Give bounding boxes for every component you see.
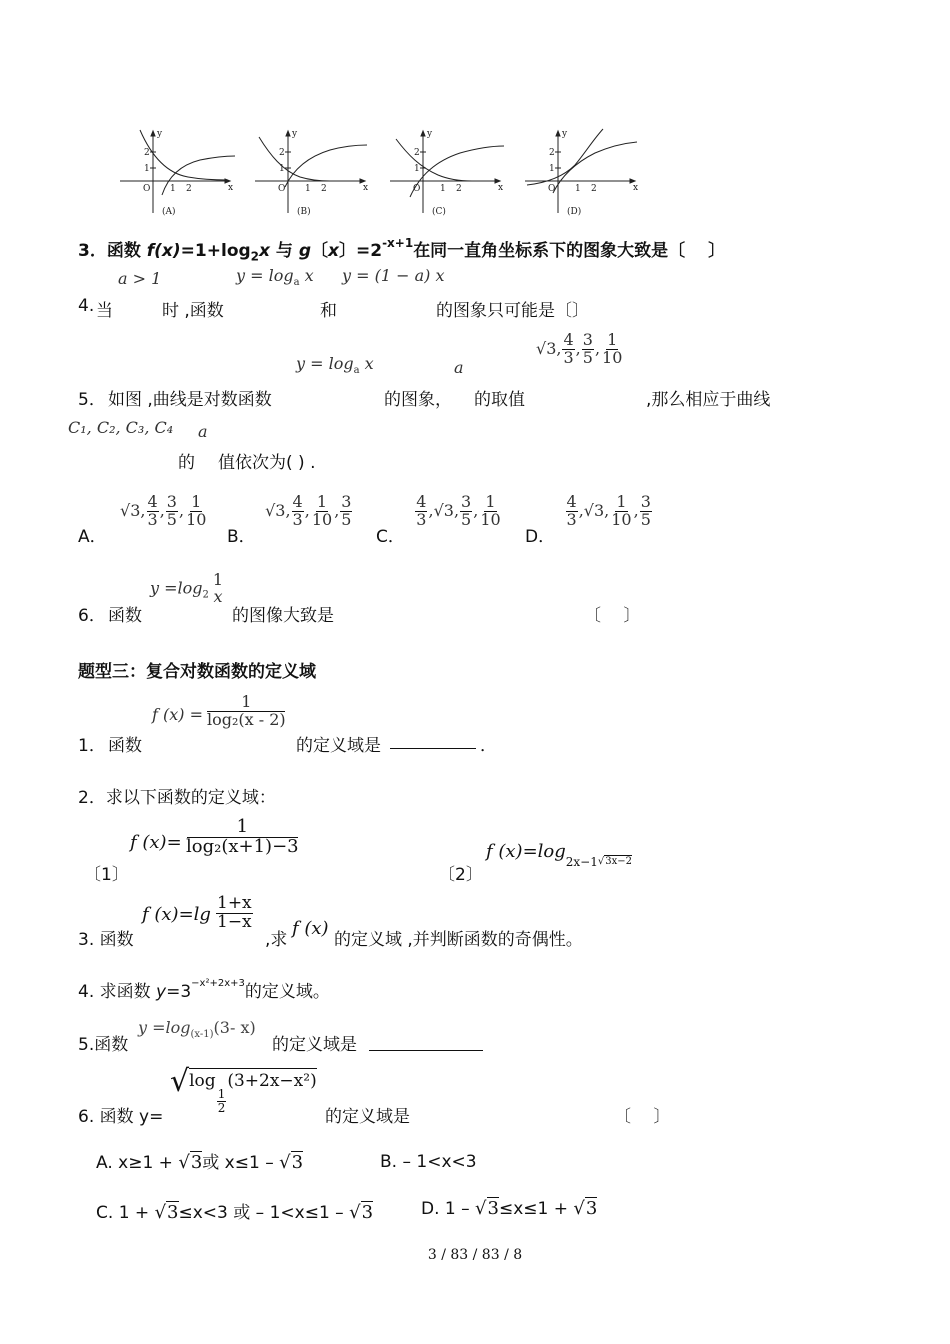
question-3 xyxy=(78,236,725,263)
q4-num: 4. xyxy=(78,296,95,316)
q3-x2: x xyxy=(328,241,339,261)
s4-line: 4. 求函数 $y=3^{-x^2+2x+3}$的定义域。 xyxy=(78,978,330,1002)
svg-text:(D): (D) xyxy=(567,207,582,217)
q5-num: 5． xyxy=(78,390,106,410)
q4-math-log: $y = \log_a x$ xyxy=(236,266,314,289)
page-number: 3 / 83 / 83 / 8 xyxy=(427,1247,523,1263)
svg-text:O: O xyxy=(548,184,556,194)
q5-option-c-values: $\frac{4}{3}$ ,√3, $\frac{3}{5}$ , $\frac{1}{10}$ xyxy=(416,492,501,529)
q5-curves: C₁, C₂, C₃, C₄ xyxy=(68,418,174,437)
svg-text:(C): (C) xyxy=(432,207,446,217)
svg-text:2: 2 xyxy=(549,148,555,158)
s2-item-2-label: 〔2〕 xyxy=(438,865,483,885)
q4-math-a: a > 1 xyxy=(118,269,162,288)
q4-text-3: 和 xyxy=(320,301,337,321)
svg-text:2: 2 xyxy=(321,184,327,194)
q5-option-d-values: $\frac{4}{3}$ ,√3, $\frac{1}{10}$ , $\frac{3}{5}$ xyxy=(566,492,651,529)
s5-text-2: 的定义域是 xyxy=(272,1035,357,1055)
svg-text:(B): (B) xyxy=(297,207,311,217)
graph-c xyxy=(390,131,504,213)
s3-formula-lhs: f (x)=lg xyxy=(142,904,211,925)
s2-item-1-label: 〔1〕 xyxy=(84,865,129,885)
q5-option-c[interactable] xyxy=(376,492,503,547)
s3-formula-frac: $\frac{1+x}{1-x}$ xyxy=(217,893,252,932)
svg-text:1: 1 xyxy=(279,164,285,174)
q6-formula: $y =\log_2$ 1 x xyxy=(150,570,224,606)
graph-b xyxy=(255,131,367,213)
svg-text:(A): (A) xyxy=(162,207,176,217)
graph-d xyxy=(525,129,637,213)
q3-exponent: -x+1 xyxy=(382,236,414,251)
q3-x: x xyxy=(259,241,270,261)
q4-text-1: 当 xyxy=(96,301,113,321)
s5-blank[interactable] xyxy=(369,1050,483,1051)
q6-bracket: 〔 〕 xyxy=(584,606,641,626)
s6-text-1: 6. 函数 y= xyxy=(78,1107,164,1127)
q5-text-2: 的图象， xyxy=(384,390,452,410)
svg-text:x: x xyxy=(363,183,369,193)
q5-curves-a: a xyxy=(198,422,208,441)
svg-text:2: 2 xyxy=(186,184,192,194)
q5-option-d[interactable] xyxy=(525,492,653,547)
svg-text:2: 2 xyxy=(279,148,285,158)
q3-text-3: 与 xyxy=(270,241,299,261)
q6-num: 6． xyxy=(78,606,106,626)
s2-instruction: 2．求以下函数的定义域： xyxy=(78,788,276,808)
q5-math-a: a xyxy=(454,358,464,377)
s6-formula: √log $\frac{1}{2}$ (3+2x−x²) xyxy=(170,1064,317,1115)
q6-text-2: 的图像大致是 xyxy=(232,606,334,626)
s1-text-3: ． xyxy=(480,736,497,756)
svg-text:x: x xyxy=(498,183,504,193)
q5-values: √3, $\frac{4}{3}$ , $\frac{3}{5}$ , $\frac{1}{10}$ xyxy=(536,330,623,367)
s2-item-1-lhs: f (x)= xyxy=(130,832,182,853)
s5-text-1: 5.函数 xyxy=(78,1035,129,1055)
q5-text-5: 的 xyxy=(178,453,195,473)
q5-option-b-label: B． xyxy=(227,526,256,547)
q5-math-log: $y = \log_a x$ xyxy=(296,354,374,377)
svg-text:y: y xyxy=(427,129,433,139)
section-title: 题型三：复合对数函数的定义域 xyxy=(78,662,316,682)
q3-f: f(x) xyxy=(146,241,181,261)
svg-text:y: y xyxy=(292,129,298,139)
svg-text:1: 1 xyxy=(549,164,555,174)
svg-text:2: 2 xyxy=(144,148,150,158)
q3-number: 3． xyxy=(78,241,107,261)
graph-a xyxy=(120,130,235,213)
graph-a-labels xyxy=(143,129,233,217)
svg-text:y: y xyxy=(157,129,163,139)
q5-option-a-label: A． xyxy=(78,526,107,547)
s6-bracket: 〔 〕 xyxy=(614,1107,671,1127)
s1-formula-frac: $\frac{1}{\text{log₂(x - 2)}}$ xyxy=(207,692,286,729)
q4-text-2: 时 ,函数 xyxy=(162,301,224,321)
q5-text-6: 值依次为( ) . xyxy=(218,453,316,473)
s1-formula-lhs: f (x) = xyxy=(152,705,204,724)
svg-text:y: y xyxy=(562,129,568,139)
s2-item-2-formula: f $(x)=\log_{2x-1}^{√3x-2}$ xyxy=(486,841,632,869)
svg-text:1: 1 xyxy=(170,184,176,194)
q5-text-1: 如图 ,曲线是对数函数 xyxy=(108,390,272,410)
s1-text-2: 的定义域是 xyxy=(296,736,381,756)
s3-num: 3. 函数 xyxy=(78,930,134,950)
svg-text:1: 1 xyxy=(575,184,581,194)
q3-text-1: 函数 xyxy=(106,241,147,261)
q5-option-a[interactable] xyxy=(78,492,208,547)
q3-text-2: =1+log xyxy=(180,241,251,261)
svg-text:x: x xyxy=(633,183,639,193)
svg-text:1: 1 xyxy=(440,184,446,194)
s6-option-d[interactable]: D. 1 – √3≤x≤1 + √3 xyxy=(421,1198,598,1219)
q3-text-4: 〔 xyxy=(311,241,329,261)
q6-text-1: 函数 xyxy=(108,606,142,626)
q3-g: g xyxy=(298,241,312,261)
q5-option-b[interactable] xyxy=(227,492,353,547)
answer-graphs xyxy=(110,125,650,220)
svg-text:2: 2 xyxy=(456,184,462,194)
s5-formula: $y =\log_{(x-1)}(3-$ x) xyxy=(138,1018,256,1041)
s1-num: 1． xyxy=(78,736,106,756)
s1-blank[interactable] xyxy=(390,748,476,749)
s1-text-1: 函数 xyxy=(108,736,142,756)
s3-formula-2: f (x) xyxy=(292,918,329,939)
s6-option-b[interactable]: B. – 1<x<3 xyxy=(380,1152,477,1172)
svg-text:O: O xyxy=(413,184,421,194)
q3-log-base: 2 xyxy=(250,249,260,264)
q4-math-linear: y = (1 − a) x xyxy=(342,266,445,285)
q3-text-6: 在同一直角坐标系下的图象大致是〔 〕 xyxy=(413,241,726,261)
q3-text-5: 〕=2 xyxy=(338,241,383,261)
s6-option-c[interactable]: C. 1 + √3≤x<3 或 – 1<x≤1 – √3 xyxy=(96,1202,374,1223)
q5-text-3: 的取值 xyxy=(474,390,525,410)
q4-text-4: 的图象只可能是〔〕 xyxy=(436,301,589,321)
q5-text-4: ,那么相应于曲线 xyxy=(646,390,771,410)
svg-text:2: 2 xyxy=(414,148,420,158)
svg-text:2: 2 xyxy=(591,184,597,194)
svg-text:1: 1 xyxy=(305,184,311,194)
s6-option-a[interactable]: A. x≥1 + √3或 x≤1 – √3 xyxy=(96,1152,304,1173)
q5-option-d-label: D． xyxy=(525,526,556,547)
graph-d-labels xyxy=(548,129,638,217)
s6-text-2: 的定义域是 xyxy=(325,1107,410,1127)
s3-text-1: ,求 xyxy=(265,930,288,950)
svg-text:O: O xyxy=(143,184,151,194)
svg-text:O: O xyxy=(278,184,286,194)
s2-item-1-frac: $\frac{1}{\text{log₂(x+1)−3}}$ xyxy=(186,816,299,857)
q5-option-a-values: √3, $\frac{4}{3}$ , $\frac{3}{5}$ , $\frac{1}{10}$ xyxy=(120,492,207,529)
svg-text:x: x xyxy=(228,183,234,193)
svg-text:1: 1 xyxy=(144,164,150,174)
q5-option-c-label: C． xyxy=(376,526,405,547)
svg-text:1: 1 xyxy=(414,164,420,174)
q5-option-b-values: √3, $\frac{4}{3}$ , $\frac{1}{10}$ , $\frac{3}{5}$ xyxy=(265,492,352,529)
s3-text-2: 的定义域 ,并判断函数的奇偶性。 xyxy=(334,930,583,950)
